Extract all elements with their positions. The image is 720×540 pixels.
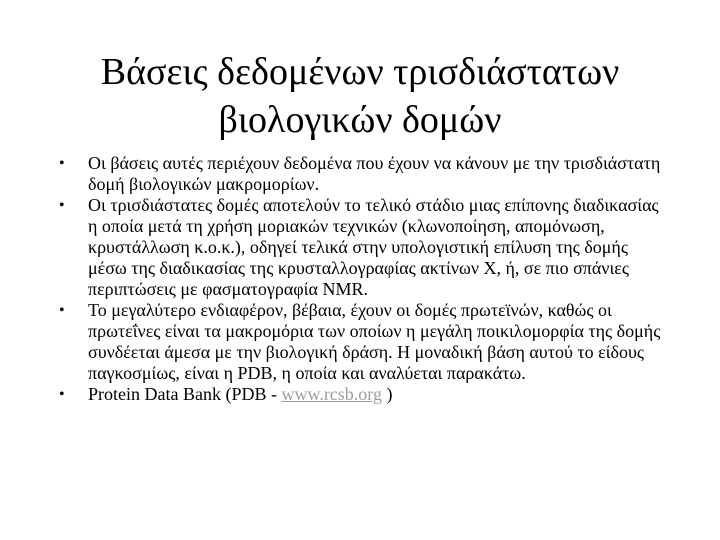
rcsb-link[interactable]: www.rcsb.org xyxy=(281,384,382,404)
bullet-item xyxy=(56,153,666,195)
title-line-2: βιολογικών δομών xyxy=(218,99,502,141)
bullet-text-after: ) xyxy=(381,384,393,404)
title-line-1: Βάσεις δεδομένων τρισδιάστατων xyxy=(100,51,620,93)
bullet-marker: • xyxy=(59,197,65,214)
bullet-marker: • xyxy=(59,155,65,172)
bullet-text: Οι βάσεις αυτές περιέχουν δεδομένα που έχουν να κάνουν με την τρισδιάστατη δομή βιολογικών μακρομορίων. xyxy=(88,153,661,194)
bullet-text-before: Protein Data Bank (PDB - xyxy=(88,384,282,404)
bullet-list xyxy=(56,153,666,405)
bullet-marker: • xyxy=(59,302,65,319)
bullet-marker: • xyxy=(59,386,65,403)
bullet-text: Το μεγαλύτερο ενδιαφέρον, βέβαια, έχουν οι δομές πρωτεϊνών, καθώς οι πρωτεΐνες είναι τα μακρομόρια των οποίων η μεγάλη ποικιλομορφία της δομής συνδέεται άμεσα με την βιολογική δράση. Η μοναδική βάση αυτού το είδους παγκοσμίως, είναι η PDB, η οποία και αναλύεται παρακάτω. xyxy=(88,300,661,383)
bullet-item xyxy=(56,195,666,300)
slide-title xyxy=(60,48,660,144)
bullet-item xyxy=(56,384,666,405)
bullet-item xyxy=(56,300,666,384)
bullet-text: Οι τρισδιάστατες δομές αποτελούν το τελικό στάδιο μιας επίπονης διαδικασίας η οποία μετά τη χρήση μοριακών τεχνικών (κλωνοποίηση, απομόνωση, κρυστάλλωση κ.ο.κ.), οδηγεί τελικά στην υπολογιστική επίλυση της δομής μέσω της διαδικασίας της κρυσταλλογραφίας ακτίνων Χ, ή, σε πιο σπάνιες περιπτώσεις με φασματογραφία NMR. xyxy=(88,195,659,299)
